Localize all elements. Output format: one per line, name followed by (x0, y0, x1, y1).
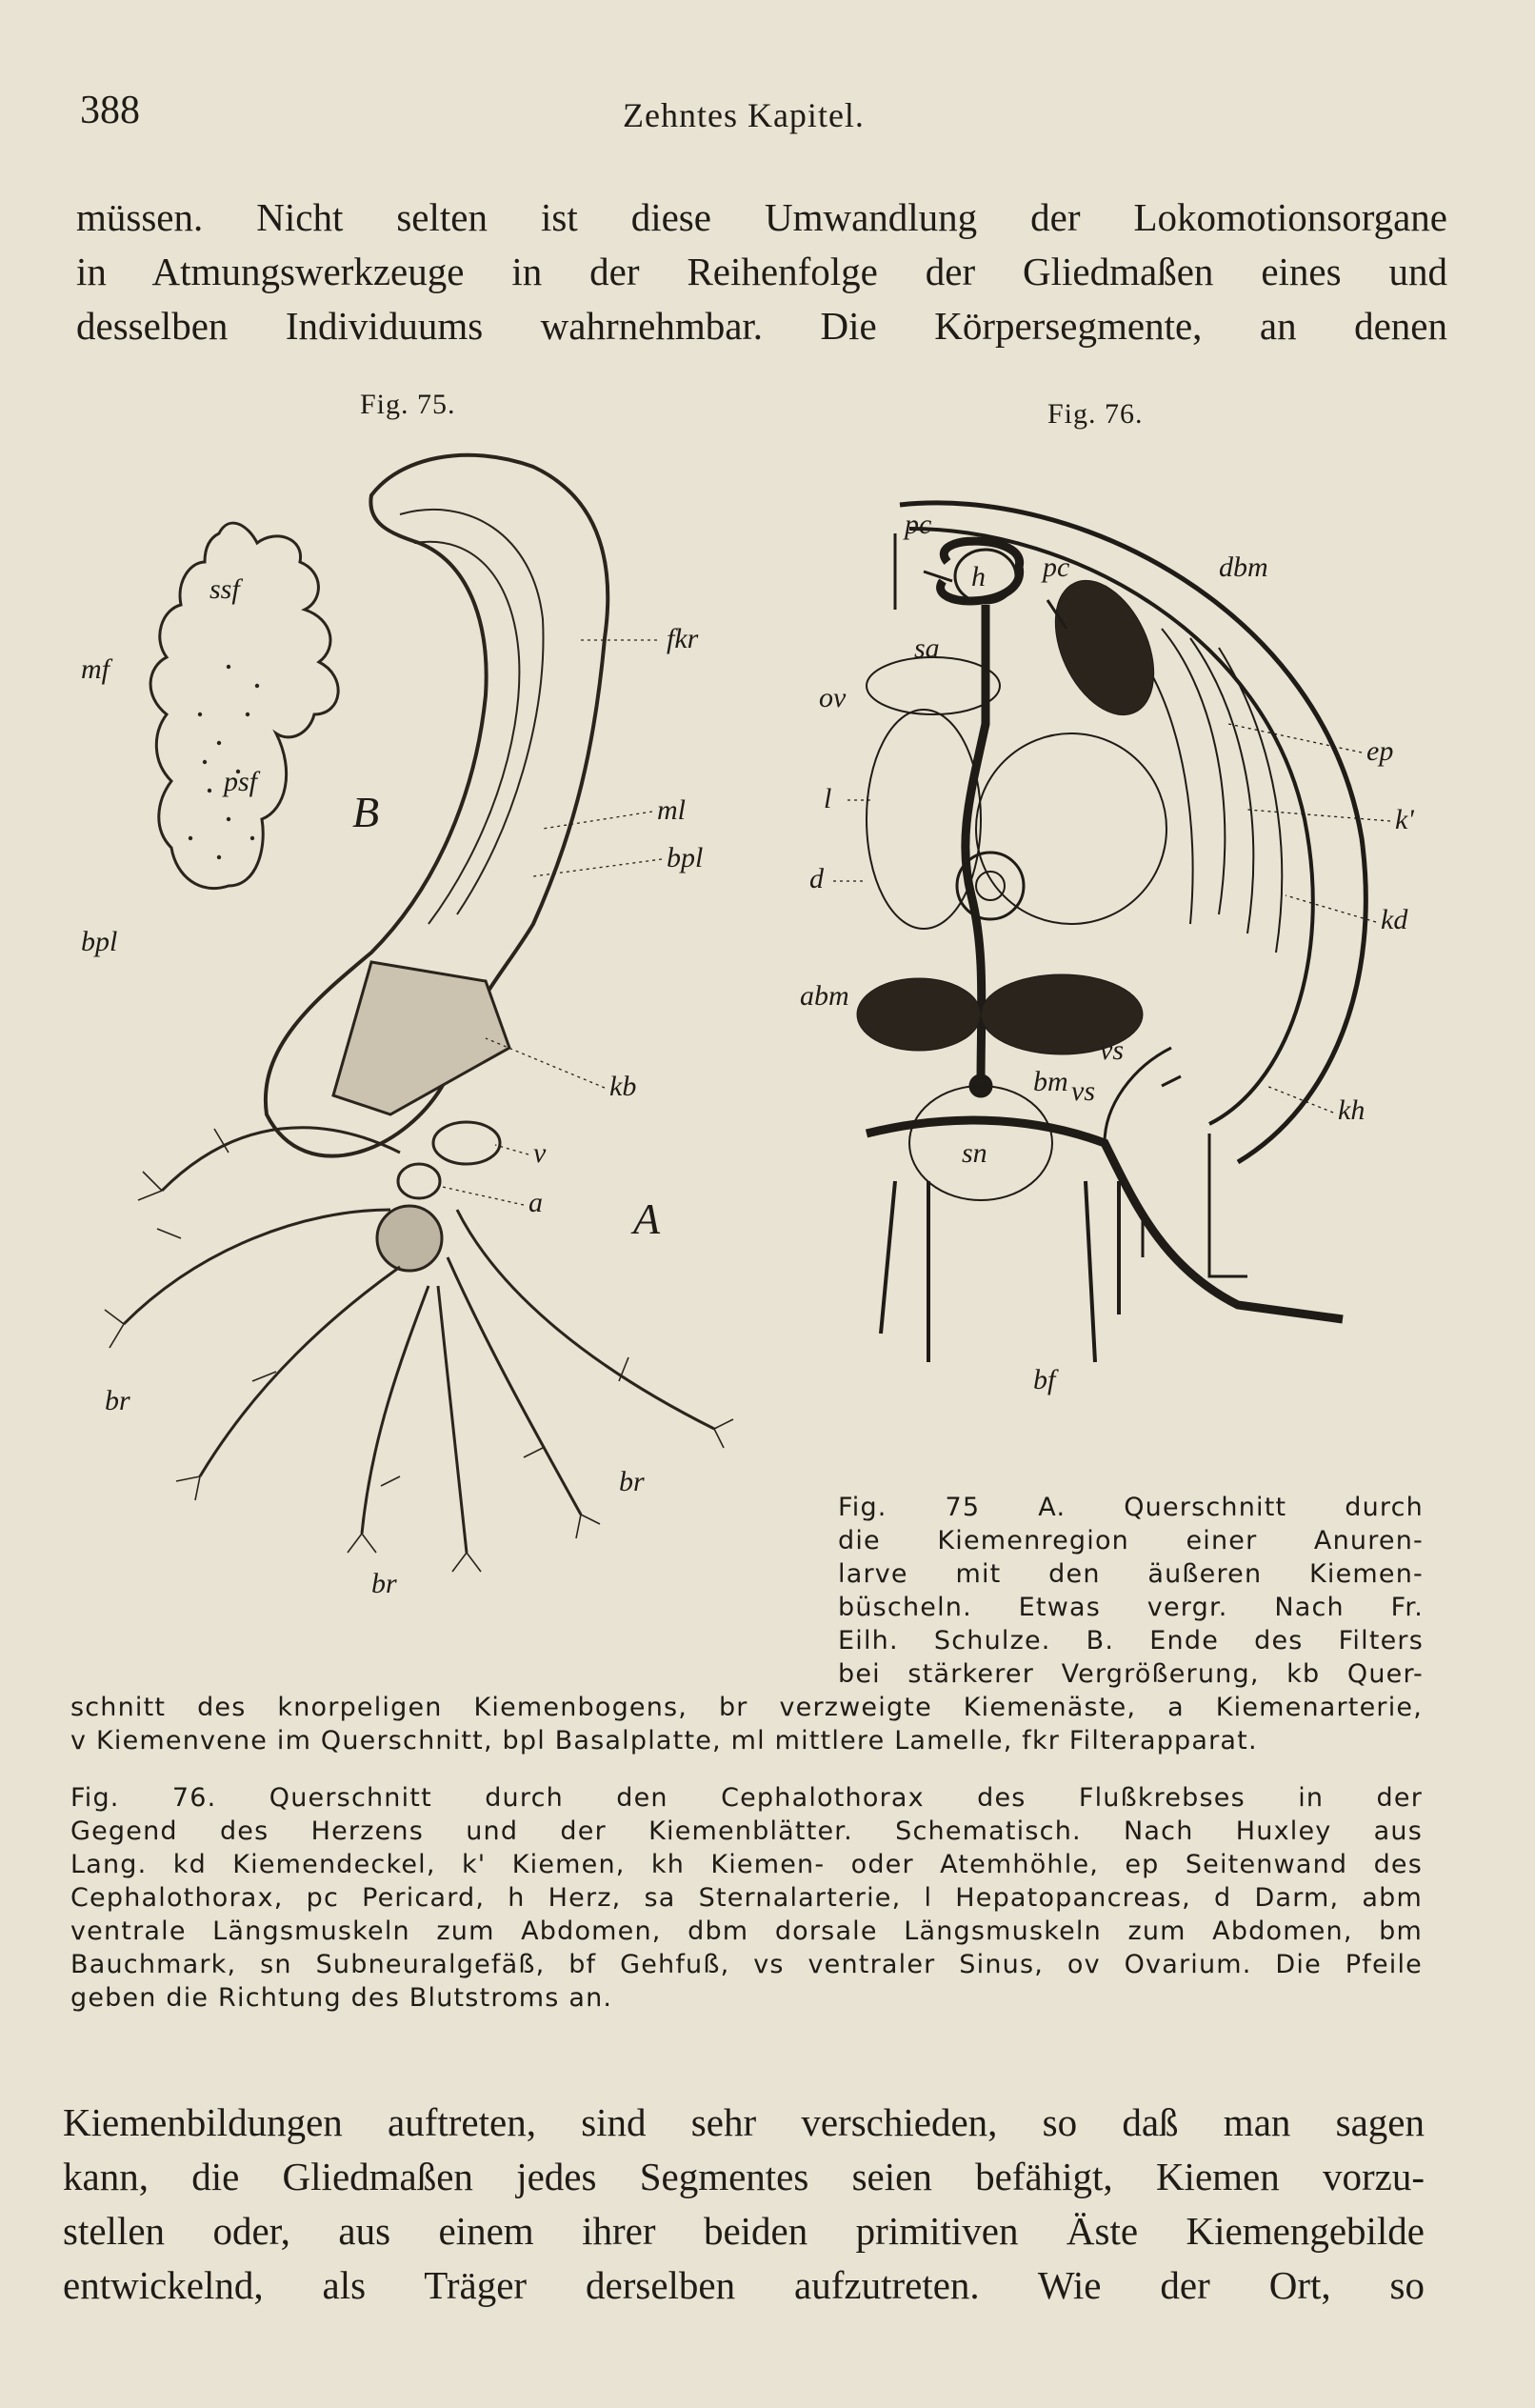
caption-line: Cephalothorax, pc Pericard, h Herz, sa Sternalarterie, l Hepatopancreas, d Darm, abm (70, 1883, 1423, 1913)
text-line: kann, die Gliedmaßen jedes Segmentes seien befähigt, Kiemen vorzu- (63, 2155, 1425, 2198)
caption-line: bei stärkerer Vergrößerung, kb Quer- (838, 1659, 1424, 1689)
fig76-gill-lamellae (1147, 629, 1282, 953)
caption-line: larve mit den äußeren Kiemen- (838, 1559, 1424, 1589)
fig75-label-kb: kb (609, 1071, 637, 1102)
fig75-b-outline (150, 523, 338, 889)
fig76-label-ep: ep (1366, 735, 1394, 767)
fig76-label-h: h (971, 561, 986, 592)
caption-line: Bauchmark, sn Subneuralgefäß, bf Gehfuß, vs ventraler Sinus, ov Ovarium. Die Pfeile (70, 1950, 1423, 1979)
caption-line: Gegend des Herzens und der Kiemenblätter. Schematisch. Nach Huxley aus (70, 1816, 1423, 1846)
text-line: in Atmungswerkzeuge in der Reihenfolge der Gliedmaßen eines und (76, 250, 1447, 293)
fig76-label-sn: sn (962, 1137, 987, 1169)
caption-line: büscheln. Etwas vergr. Nach Fr. (838, 1593, 1424, 1622)
fig76-label-sa: sa (914, 632, 940, 664)
fig75-label-a: a (528, 1187, 543, 1218)
fig76-label-pc1: pc (905, 509, 932, 540)
text-line: desselben Individuums wahrnehmbar. Die Körpersegmente, an denen (76, 304, 1447, 348)
fig76-dbm-muscle (1036, 565, 1174, 731)
fig75-label-mf: mf (81, 653, 110, 685)
fig75-gill-right (438, 1210, 714, 1553)
running-header (80, 88, 1432, 145)
fig76-hepatopancreas-right (976, 733, 1166, 924)
caption-line: geben die Richtung des Blutstroms an. (70, 1983, 613, 2013)
caption-line: ventrale Längsmuskeln zum Abdomen, dbm dorsale Längsmuskeln zum Abdomen, bm (70, 1916, 1423, 1946)
fig76-label-l: l (824, 783, 832, 814)
fig76-illustration (790, 476, 1476, 1429)
fig76-label-kd: kd (1381, 904, 1408, 935)
fig75-label-ml: ml (657, 794, 686, 826)
fig75-label-bpl2: bpl (667, 842, 704, 873)
fig76-label-d: d (809, 863, 824, 894)
fig76-label-kh: kh (1338, 1094, 1366, 1126)
caption-line: Eilh. Schulze. B. Ende des Filters (838, 1626, 1424, 1656)
page-number: 388 (80, 89, 140, 132)
fig76-ovary (867, 657, 1000, 714)
caption-line: v Kiemenvene im Querschnitt, bpl Basalplatte, ml mittlere Lamelle, fkr Filterapparat. (70, 1726, 1258, 1756)
fig75-label: Fig. 75. (360, 389, 456, 420)
fig75-part-a: A (633, 1194, 661, 1243)
fig76-label-vs2: vs (1071, 1075, 1095, 1107)
caption-line: Fig. 76. Querschnitt durch den Cephalothorax des Flußkrebses in der (70, 1783, 1423, 1813)
fig75-label-br3: br (371, 1568, 397, 1599)
fig76-label-k: k' (1395, 804, 1414, 835)
fig75-label-fkr: fkr (667, 623, 699, 654)
fig75-gill-left (124, 1128, 429, 1534)
fig76-caption (70, 1781, 1423, 2015)
running-title: Zehntes Kapitel. (623, 96, 865, 134)
fig75-label-br1: br (105, 1385, 130, 1416)
fig75-kb-block (333, 962, 509, 1114)
paragraph-bottom (63, 2096, 1425, 2313)
caption-line: Lang. kd Kiemendeckel, k' Kiemen, kh Kiemen- oder Atemhöhle, ep Seitenwand des (70, 1850, 1423, 1879)
fig75-caption-wide (70, 1691, 1423, 1757)
fig75-label-v: v (533, 1137, 547, 1169)
caption-line: Fig. 75 A. Querschnitt durch (838, 1493, 1424, 1522)
fig75-label-bpl: bpl (81, 926, 118, 957)
text-line: entwickelnd, als Träger derselben aufzutreten. Wie der Ort, so (63, 2263, 1425, 2307)
fig75-caption-narrow (838, 1491, 1424, 1691)
paragraph-top (76, 191, 1447, 353)
fig75-label-br2: br (619, 1466, 645, 1497)
fig76-label-abm: abm (800, 980, 849, 1012)
fig76-label-vs1: vs (1100, 1034, 1124, 1066)
fig75-label-ssf: ssf (209, 573, 240, 605)
fig75-illustration (81, 429, 771, 1667)
fig76-label: Fig. 76. (1047, 398, 1144, 430)
fig76-label-pc2: pc (1043, 552, 1070, 583)
fig76-nerve-bar (867, 1120, 1343, 1319)
fig75-label-psf: psf (224, 766, 258, 797)
caption-line: schnitt des knorpeligen Kiemenbogens, br verzweigte Kiemenäste, a Kiemenarterie, (70, 1693, 1423, 1722)
text-line: Kiemenbildungen auftreten, sind sehr verschieden, so daß man sagen (63, 2100, 1425, 2144)
fig76-label-ov: ov (819, 682, 847, 713)
text-line: stellen oder, aus einem ihrer beiden primitiven Äste Kiemengebilde (63, 2209, 1425, 2253)
fig76-label-bm: bm (1033, 1066, 1068, 1097)
fig76-label-dbm: dbm (1219, 552, 1268, 583)
fig76-label-bf: bf (1033, 1364, 1056, 1395)
fig76-abm-left (857, 978, 981, 1051)
fig75-part-b: B (352, 788, 380, 836)
text-line: müssen. Nicht selten ist diese Umwandlung der Lokomotionsorgane (76, 195, 1447, 239)
caption-line: die Kiemenregion einer Anuren- (838, 1526, 1424, 1555)
